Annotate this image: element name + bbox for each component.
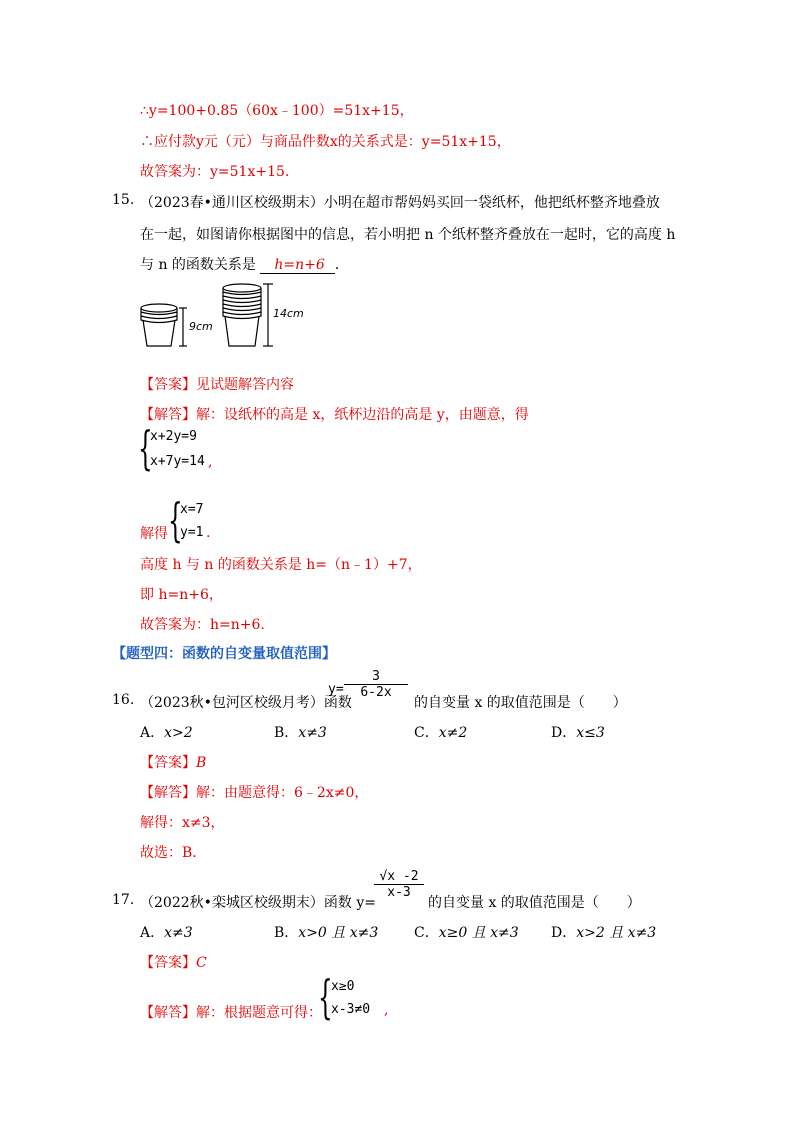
equation: y=1 — [180, 525, 204, 540]
solution-line — [140, 1002, 322, 1022]
option-b[interactable] — [274, 722, 327, 742]
option-a[interactable] — [140, 922, 193, 942]
punctuation: , — [208, 454, 213, 470]
option-c[interactable] — [414, 722, 467, 742]
question-number: 17. — [112, 892, 135, 908]
answer-text: C — [196, 955, 207, 971]
solution-tag: 【解答】 — [140, 785, 196, 801]
equation: x=7 — [180, 502, 204, 517]
fraction-numerator: 3 — [372, 669, 380, 684]
solution-line — [140, 404, 529, 424]
equation: x≥0 — [331, 979, 355, 994]
solution-line: 解得：x≠3， — [140, 815, 225, 831]
option-a[interactable] — [140, 722, 193, 742]
question-text-part: . — [334, 257, 340, 273]
fraction — [344, 669, 408, 700]
answer-line — [140, 374, 294, 394]
tall-stack-height-label: 14cm — [273, 307, 304, 320]
equation: x-3≠0 — [331, 1002, 371, 1017]
section-title: 【题型四：函数的自变量取值范围】 — [112, 646, 336, 662]
small-cup-stack — [141, 304, 187, 346]
equation: x+7y=14 — [150, 454, 205, 469]
question-text: 在一起，如图请你根据图中的信息，若小明把 n 个纸杯整齐叠放在一起时，它的高度 h — [140, 227, 676, 243]
solution-text: 解：由题意得：6﹣2x≠0， — [196, 785, 369, 801]
fraction-denominator: x-3 — [374, 884, 424, 900]
option-text: x≤3 — [576, 725, 605, 741]
solution-text: 解：根据题意可得： — [196, 1005, 322, 1021]
equation-text: y=100+0.85（60x﹣100）=51x+15， — [148, 103, 414, 119]
question-text: 的自变量 x 的取值范围是（ ） — [414, 695, 627, 711]
option-b[interactable] — [274, 922, 378, 942]
fill-blank-answer: h=n+6 — [260, 257, 334, 274]
fraction-numerator: √x -2 — [379, 869, 419, 884]
option-label: B． — [274, 925, 299, 941]
function-lhs: y= — [328, 682, 344, 697]
option-label: C． — [414, 925, 439, 941]
option-label: D． — [551, 725, 577, 741]
solution-tag: 【解答】 — [140, 1005, 196, 1021]
left-brace: { — [138, 421, 153, 475]
option-label: A． — [140, 925, 165, 941]
therefore-symbol: ∴ — [140, 103, 149, 119]
solution-line: ∴应付款y元（元）与商品件数x的关系式是：y=51x+15， — [140, 134, 511, 150]
question-text: （2022秋•栾城区校级期末）函数 y= — [140, 895, 376, 911]
option-text: x>0 且 x≠3 — [298, 925, 379, 941]
answer-line: 故答案为：h=n+6. — [140, 617, 265, 633]
solution-tag: 【解答】 — [140, 407, 196, 423]
answer-line — [140, 752, 206, 772]
paper-cups-figure — [135, 282, 310, 354]
option-d[interactable] — [551, 722, 605, 742]
question-text-part: 与 n 的函数关系是 — [140, 257, 256, 273]
option-label: C． — [414, 725, 439, 741]
solution-line: 高度 h 与 n 的函数关系是 h=（n﹣1）+7， — [140, 557, 422, 573]
small-stack-height-label: 9cm — [189, 320, 213, 333]
question-number: 16. — [112, 692, 135, 708]
answer-line: 故选：B. — [140, 845, 197, 861]
option-d[interactable] — [551, 922, 656, 942]
option-text: x≠3 — [164, 925, 193, 941]
answer-tag: 【答案】 — [140, 377, 196, 393]
answer-tag: 【答案】 — [140, 955, 196, 971]
left-brace: { — [318, 970, 333, 1024]
answer-tag: 【答案】 — [140, 755, 196, 771]
option-text: x>2 且 x≠3 — [576, 925, 657, 941]
fraction-denominator: 6-2x — [344, 684, 408, 700]
option-label: A． — [140, 725, 165, 741]
answer-line — [140, 952, 207, 972]
option-text: x≠2 — [438, 725, 468, 741]
option-text: x≠3 — [298, 725, 327, 741]
answer-text: 见试题解答内容 — [196, 377, 294, 393]
solution-line: 即 h=n+6， — [140, 587, 223, 603]
tall-cup-stack — [223, 284, 273, 346]
fraction — [374, 869, 424, 900]
answer-text: B — [196, 755, 207, 771]
question-text: （2023秋•包河区校级月考）函数 — [140, 695, 352, 711]
option-label: B． — [274, 725, 299, 741]
question-number: 15. — [112, 192, 135, 208]
option-label: D． — [551, 925, 577, 941]
question-text: （2023春•通川区校级期末）小明在超市帮妈妈买回一袋纸杯，他把纸杯整齐地叠放 — [140, 195, 660, 211]
question-text — [140, 254, 339, 274]
solve-prefix: 解得 — [140, 526, 168, 542]
left-brace: { — [168, 493, 183, 547]
option-text: x>2 — [164, 725, 193, 741]
answer-line: 故答案为：y=51x+15. — [140, 164, 290, 180]
option-c[interactable] — [414, 922, 519, 942]
question-text: 的自变量 x 的取值范围是（ ） — [428, 895, 641, 911]
solution-text: 解：设纸杯的高是 x，纸杯边沿的高是 y，由题意，得 — [196, 407, 529, 423]
solution-line — [140, 782, 368, 802]
option-text: x≥0 且 x≠3 — [438, 925, 519, 941]
solution-line — [140, 100, 414, 120]
equation: x+2y=9 — [150, 429, 197, 444]
punctuation: . — [206, 525, 211, 541]
punctuation: , — [384, 1002, 389, 1018]
